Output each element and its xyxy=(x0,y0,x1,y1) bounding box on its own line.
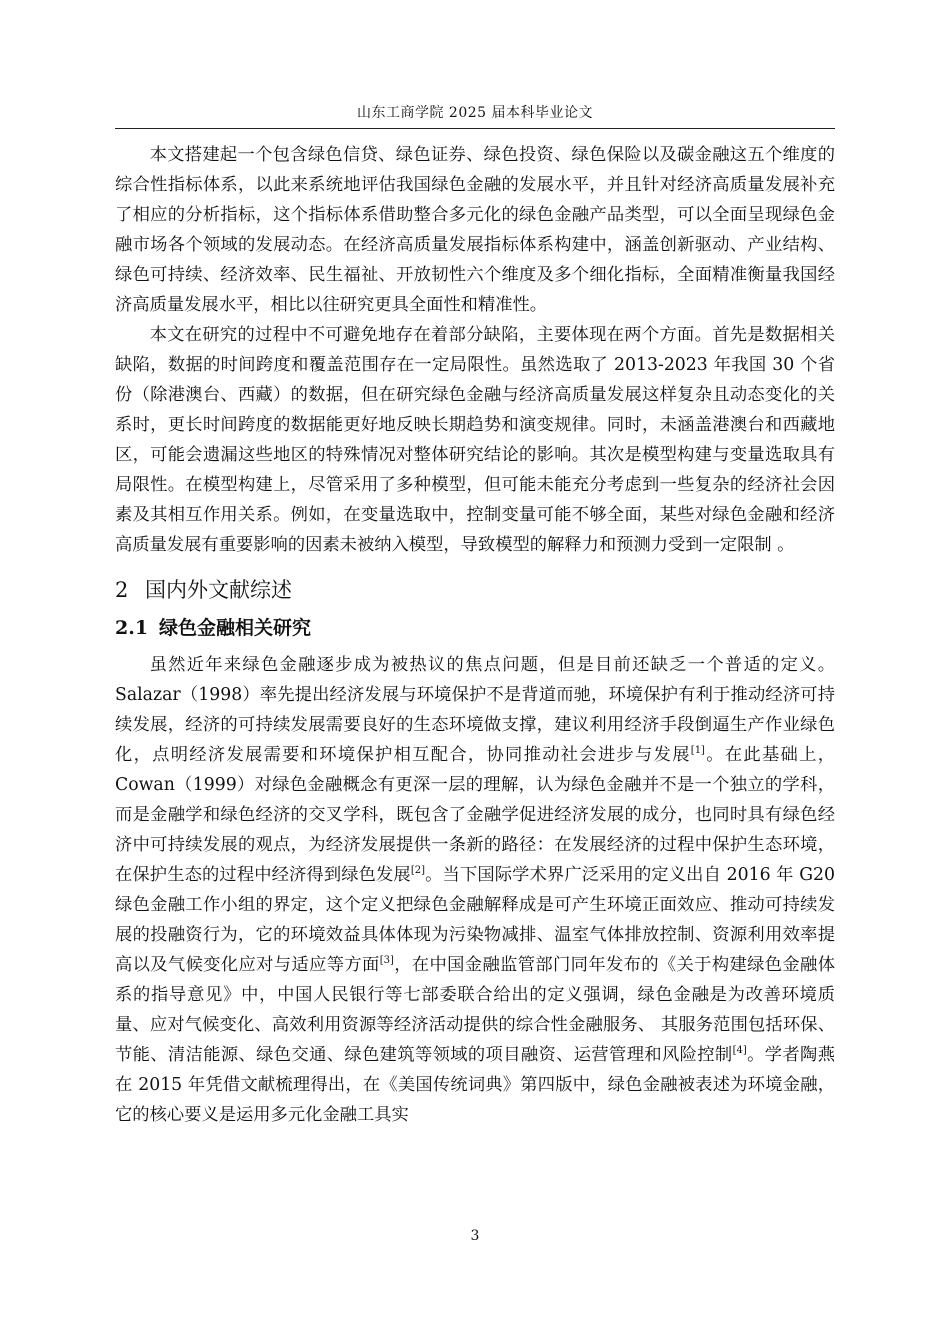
section-number: 2 xyxy=(115,578,129,602)
page-body xyxy=(115,140,835,1130)
citation-2: [2] xyxy=(410,865,426,877)
paragraph-limitations: 本文在研究的过程中不可避免地存在着部分缺陷，主要体现在两个方面。首先是数据相关缺陷，数据的时间跨度和覆盖范围存在一定局限性。虽然选取了 2013-2023 年我国 30 个省份（除港澳台、西藏）的数据，但在研究绿色金融与经济高质量发展这样复杂且动态变化的关系时，更长时间跨度的数据能更好地反映长期趋势和演变规律。同时，未涵盖港澳台和西藏地区，可能会遗漏这些地区的特殊情况对整体研究结论的影响。其次是模型构建与变量选取具有局限性。在模型构建上，尽管采用了多种模型，但可能未能充分考虑到一些复杂的经济社会因素及其相互作用关系。例如，在变量选取中，控制变量可能不够全面，某些对绿色金融和经济高质量发展有重要影响的因素未被纳入模型，导致模型的解释力和预测力受到一定限制 。 xyxy=(115,325,835,555)
section-title: 国内外文献综述 xyxy=(145,578,292,602)
header-rule xyxy=(115,128,835,129)
paragraph-index-system: 本文搭建起一个包含绿色信贷、绿色证券、绿色投资、绿色保险以及碳金融这五个维度的综合性指标体系，以此来系统地评估我国绿色金融的发展水平，并且针对经济高质量发展补充了相应的分析指标，这个指标体系借助整合多元化的绿色金融产品类型，可以全面呈现绿色金融市场各个领域的发展动态。在经济高质量发展指标体系构建中，涵盖创新驱动、产业结构、绿色可持续、经济效率、民生福祉、开放韧性六个维度及多个细化指标，全面精准衡量我国经济高质量发展水平，相比以往研究更具全面性和精准性。 xyxy=(115,145,835,315)
subsection-title: 绿色金融相关研究 xyxy=(159,617,312,639)
paragraph-text: 虽然近年来绿色金融逐步成为被热议的焦点问题，但是目前还缺乏一个普适的定义。Salazar（1998）率先提出经济发展与环境保护不是背道而驰，环境保护有利于推动经济可持续发展，经济的可持续发展需要良好的生态环境做支撑，建议利用经济手段倒逼生产作业绿色化，点明经济发展需要和环境保护相互配合，协同推动社会进步与发展 xyxy=(115,655,835,765)
subsection-heading-2-1 xyxy=(115,610,835,646)
paragraph-green-finance-definitions xyxy=(115,650,835,1130)
paragraph-text: 。在此基础上，Cowan（1999）对绿色金融概念有更深一层的理解，认为绿色金融并不是一个独立的学科，而是金融学和绿色经济的交叉学科，既包含了金融学促进经济发展的成分，也同时具有绿色经济中可持续发展的观点，为经济发展提供一条新的路径：在发展经济的过程中保护生态环境，在保护生态的过程中经济得到绿色发展 xyxy=(115,745,835,885)
running-header: 山东工商学院 2025 届本科毕业论文 xyxy=(356,105,594,121)
citation-1: [1] xyxy=(690,745,705,757)
citation-3: [3] xyxy=(379,955,394,967)
paragraph-text: 。学者陶燕在 2015 年凭借文献梳理得出，在《美国传统词典》第四版中，绿色金融被表述为环境金融，它的核心要义是运用多元化金融工具实 xyxy=(115,1045,835,1125)
paragraph-text: 。当下国际学术界广泛采用的定义出自 2016 年 G20 绿色金融工作小组的界定，这个定义把绿色金融解释成是可产生环境正面效应、推动可持续发展的投融资行为，它的环境效益具体体现为污染物减排、温室气体排放控制、资源利用效率提高以及气候变化应对与适应等方面 xyxy=(115,865,835,975)
citation-4: [4] xyxy=(732,1045,747,1057)
section-heading-2 xyxy=(115,570,835,610)
page-number: 3 xyxy=(470,1228,480,1244)
subsection-number: 2.1 xyxy=(115,617,149,639)
paragraph-text: ，在中国金融监管部门同年发布的《关于构建绿色金融体系的指导意见》中，中国人民银行等七部委联合给出的定义强调，绿色金融是为改善环境质量、应对气候变化、高效利用资源等经济活动提供的综合性金融服务、 其服务范围包括环保、节能、清洁能源、绿色交通、绿色建筑等领域的项目融资、运营管理和风险控制 xyxy=(115,955,835,1065)
